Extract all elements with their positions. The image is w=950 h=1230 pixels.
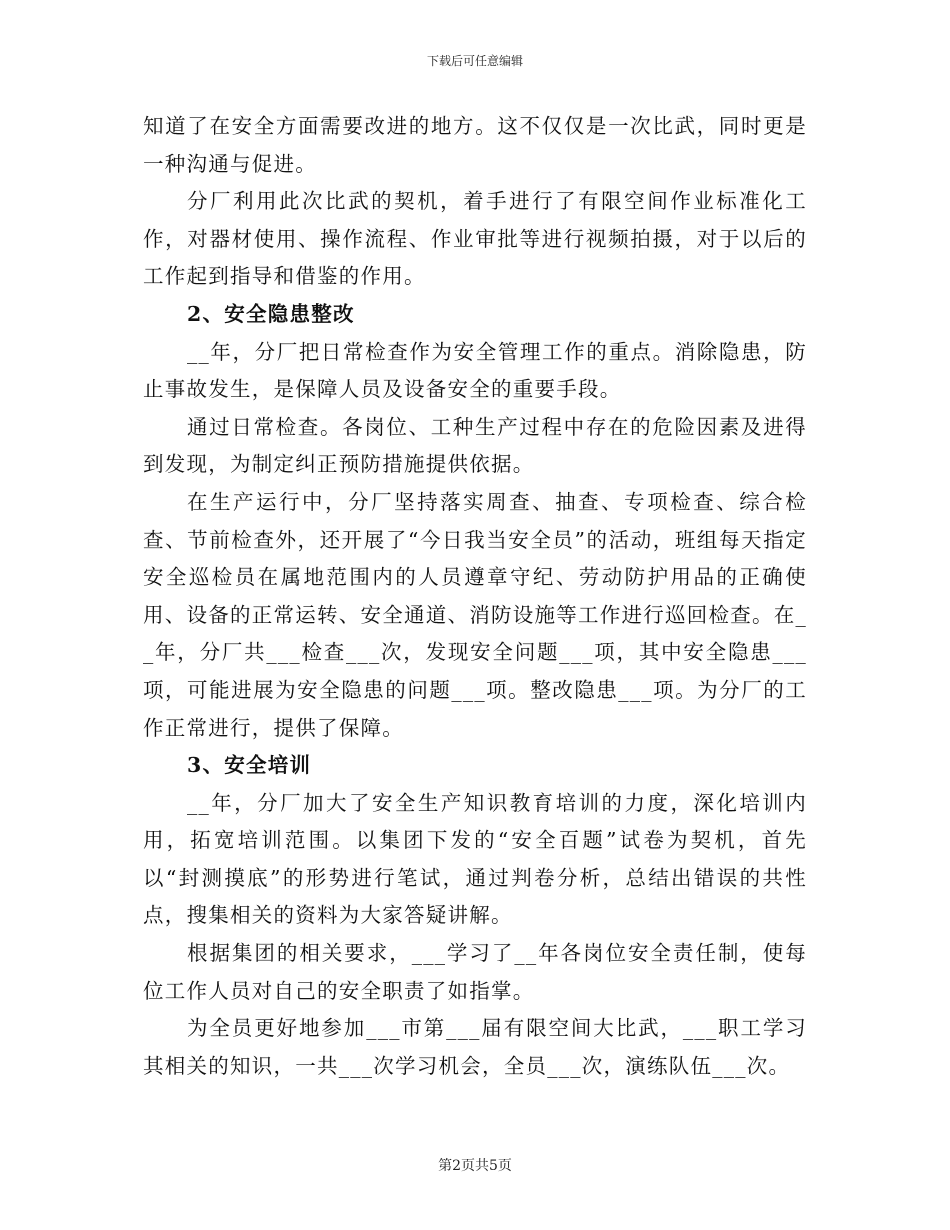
paragraph: 分厂利用此次比武的契机，着手进行了有限空间作业标准化工作，对器材使用、操作流程、作业审批等进行视频拍摄，对于以后的工作起到指导和借鉴的作用。 — [143, 189, 807, 289]
section-heading: 2、安全隐患整改 — [187, 301, 355, 326]
paragraph: 知道了在安全方面需要改进的地方。这不仅仅是一次比武，同时更是一种沟通与促进。 — [143, 114, 807, 176]
section-heading: 3、安全培训 — [187, 753, 312, 778]
paragraph: __年，分厂把日常检查作为安全管理工作的重点。消除隐患，防止事故发生，是保障人员及设备安全的重要手段。 — [143, 339, 807, 402]
document-body — [143, 108, 807, 1085]
page-header: 下载后可任意编辑 — [426, 54, 523, 68]
page-footer: 第2页共5页 — [438, 1158, 512, 1174]
paragraph: 在生产运行中，分厂坚持落实周查、抽查、专项检查、综合检查、节前检查外，还开展了“今日我当安全员”的活动，班组每天指定安全巡检员在属地范围内的人员遵章守纪、劳动防护用品的正确使用、设备的正常运转、安全通道、消防设施等工作进行巡回检查。在__年，分厂共___检查___次，发现安全问题___项，其中安全隐患___项，可能进展为安全隐患的问题___项。整改隐患___项。为分厂的工作正常进行，提供了保障。 — [143, 489, 807, 740]
paragraph: 通过日常检查。各岗位、工种生产过程中存在的危险因素及进得到发现，为制定纠正预防措施提供依据。 — [143, 414, 807, 477]
paragraph: 为全员更好地参加___市第___届有限空间大比武，___职工学习其相关的知识，一共___次学习机会，全员___次，演练队伍___次。 — [143, 1016, 807, 1078]
paragraph: __年，分厂加大了安全生产知识教育培训的力度，深化培训内用，拓宽培训范围。以集团下发的“安全百题”试卷为契机，首先以“封测摸底”的形势进行笔试，通过判卷分析，总结出错误的共性点，搜集相关的资料为大家答疑讲解。 — [143, 790, 807, 928]
paragraph: 根据集团的相关要求，___学习了__年各岗位安全责任制，使每位工作人员对自己的安全职责了如指掌。 — [143, 941, 807, 1003]
